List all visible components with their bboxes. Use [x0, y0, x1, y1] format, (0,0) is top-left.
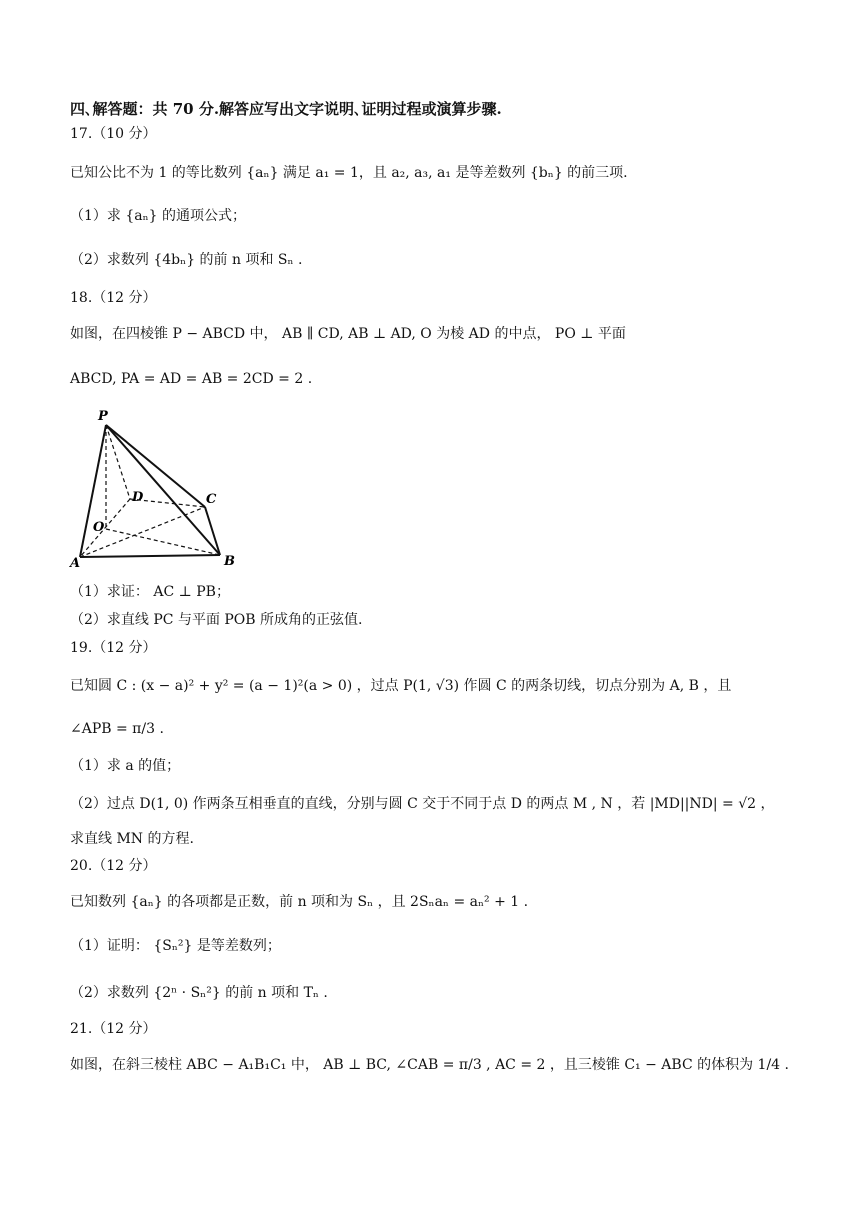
problem-17-part-2: （2）求数列 {4bₙ} 的前 n 项和 Sₙ .: [70, 252, 303, 268]
label-d: D: [132, 490, 144, 505]
problem-21-header: 21.（12 分）: [70, 1021, 157, 1037]
problem-19-stem-line-1: 已知圆 C : (x − a)² + y² = (a − 1)²(a > 0) ，过点 P(1, √3) 作圆 C 的两条切线，切点分别为 A, B ，且: [70, 678, 732, 694]
problem-19-part-2-line-2: 求直线 MN 的方程.: [70, 831, 194, 847]
problem-17-stem: 已知公比不为 1 的等比数列 {aₙ} 满足 a₁ = 1，且 a₂, a₃, a₁ 是等差数列 {bₙ} 的前三项.: [70, 165, 628, 181]
problem-18-stem-line-1: 如图，在四棱锥 P − ABCD 中， AB ∥ CD, AB ⊥ AD, O 为棱 AD 的中点， PO ⊥ 平面: [70, 326, 626, 342]
edge-pb: [106, 425, 220, 555]
edge-ob: [106, 529, 220, 555]
problem-19-part-1: （1）求 a 的值；: [70, 758, 181, 774]
edge-pc: [106, 425, 205, 507]
problem-18-part-1: （1）求证： AC ⊥ PB；: [70, 584, 230, 600]
problem-18-part-2: （2）求直线 PC 与平面 POB 所成角的正弦值.: [70, 612, 363, 628]
problem-20-stem: 已知数列 {aₙ} 的各项都是正数，前 n 项和为 Sₙ ，且 2Sₙaₙ = aₙ² + 1 .: [70, 894, 529, 910]
problem-20-part-2: （2）求数列 {2ⁿ · Sₙ²} 的前 n 项和 Tₙ .: [70, 985, 328, 1001]
label-o: O: [93, 520, 105, 535]
label-c: C: [206, 492, 217, 507]
pyramid-figure: [62, 405, 242, 571]
label-p: P: [98, 409, 108, 424]
problem-19-header: 19.（12 分）: [70, 640, 157, 656]
problem-18-header: 18.（12 分）: [70, 290, 157, 306]
problem-20-header: 20.（12 分）: [70, 858, 157, 874]
label-a: A: [70, 556, 81, 571]
problem-18-stem-line-2: ABCD, PA = AD = AB = 2CD = 2 .: [70, 371, 313, 387]
edge-ab: [80, 555, 220, 557]
label-b: B: [224, 554, 235, 569]
problem-21-stem: 如图，在斜三棱柱 ABC − A₁B₁C₁ 中， AB ⊥ BC, ∠CAB = π/3 , AC = 2 ，且三棱锥 C₁ − ABC 的体积为 1/4 .: [70, 1057, 789, 1073]
problem-17-header: 17.（10 分）: [70, 126, 157, 142]
problem-17-part-1: （1）求 {aₙ} 的通项公式；: [70, 208, 247, 224]
problem-19-part-2-line-1: （2）过点 D(1, 0) 作两条互相垂直的直线，分别与圆 C 交于不同于点 D 的两点 M , N ，若 |MD||ND| = √2 ，: [70, 796, 775, 812]
edge-pa: [80, 425, 106, 557]
problem-20-part-1: （1）证明： {Sₙ²} 是等差数列；: [70, 938, 281, 954]
section-title: 四､解答题：共 70 分.解答应写出文字说明､证明过程或演算步骤.: [70, 100, 502, 118]
problem-19-stem-line-2: ∠APB = π/3 .: [70, 721, 164, 737]
edge-ad: [80, 499, 130, 557]
